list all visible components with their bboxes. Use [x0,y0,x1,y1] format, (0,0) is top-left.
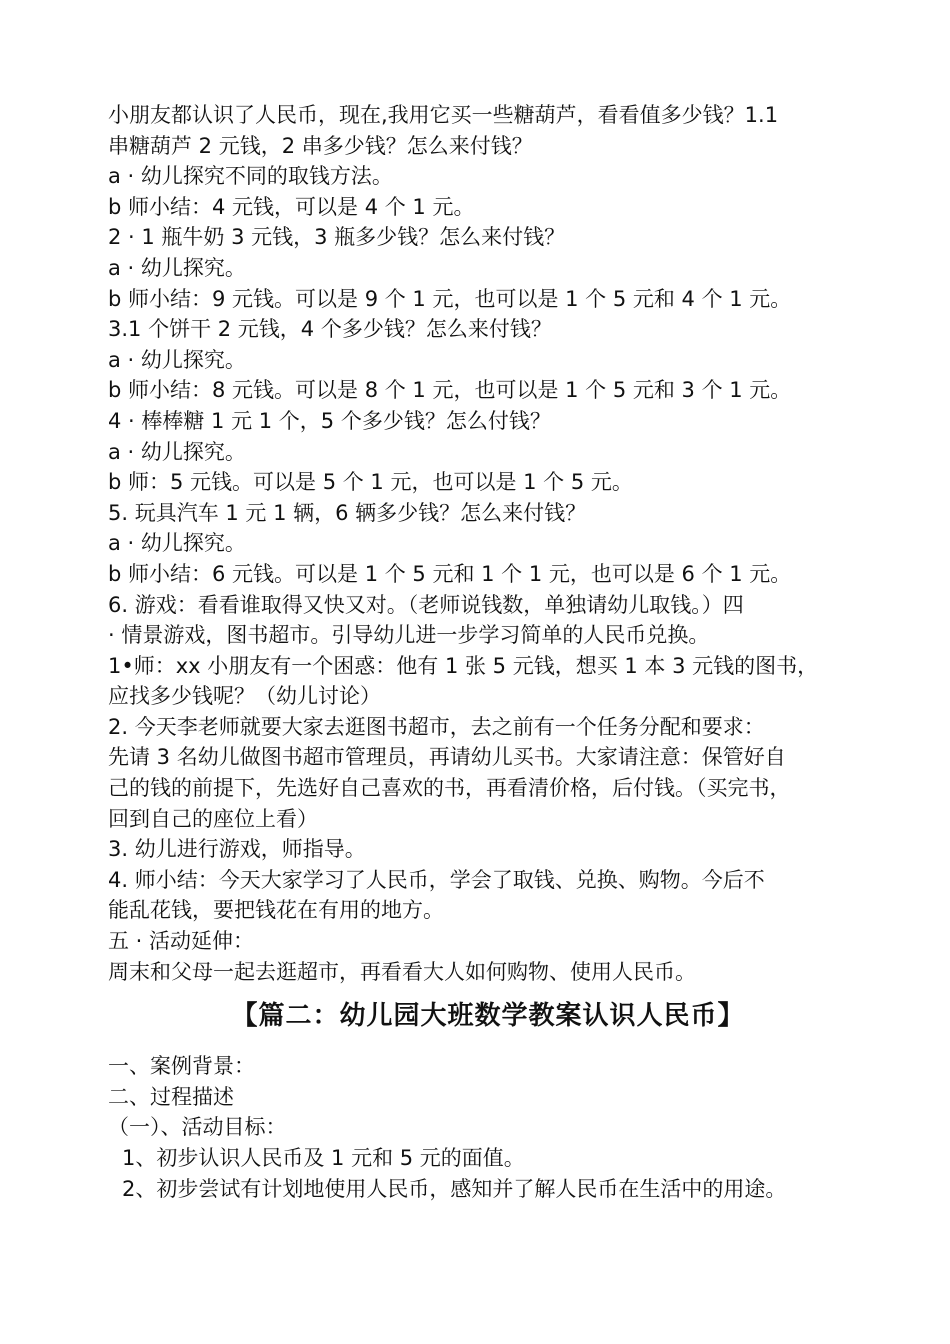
text-line: 4 · 棒棒糖 1 元 1 个，5 个多少钱？怎么付钱？ [108,408,551,433]
text-line: b 师小结：9 元钱。可以是 9 个 1 元，也可以是 1 个 5 元和 4 个 1 元。 [108,286,792,311]
text-line: 己的钱的前提下，先选好自己喜欢的书，再看清价格，后付钱。（买完书， [108,776,791,801]
text-line: 二、过程描述 [108,1084,234,1109]
text-line: 能乱花钱，要把钱花在有用的地方。 [108,898,444,923]
text-line: 3.1 个饼干 2 元钱，4 个多少钱？怎么来付钱？ [108,317,552,342]
text-line: 4. 师小结：今天大家学习了人民币，学会了取钱、兑换、购物。今后不 [108,867,765,892]
text-line: 2. 今天李老师就要大家去逛图书超市，去之前有一个任务分配和要求： [108,714,765,739]
text-line: b 师小结：8 元钱。可以是 8 个 1 元，也可以是 1 个 5 元和 3 个 1 元。 [108,378,792,403]
text-line: 1•师：xx 小朋友有一个困惑：他有 1 张 5 元钱，想买 1 本 3 元钱的图书， [108,653,819,678]
text-line: 周末和父母一起去逛超市，再看看大人如何购物、使用人民币。 [108,959,696,984]
text-line: a · 幼儿探究不同的取钱方法。 [108,164,393,189]
text-line: a · 幼儿探究。 [108,255,246,280]
text-line: 6. 游戏：看看谁取得又快又对。（老师说钱数，单独请幼儿取钱。）四 [108,592,744,617]
document-page [108,100,868,1204]
activity-goals [108,1143,868,1204]
lesson-steps [108,100,868,987]
text-line: 串糖葫芦 2 元钱，2 串多少钱？怎么来付钱？ [108,133,533,158]
text-line: 5. 玩具汽车 1 元 1 辆，6 辆多少钱？怎么来付钱？ [108,500,587,525]
text-line: 一、案例背景： [108,1054,255,1079]
case-outline [108,1051,868,1143]
text-line: 五 · 活动延伸： [108,929,255,954]
text-line: b 师小结：6 元钱。可以是 1 个 5 元和 1 个 1 元，也可以是 6 个 1 元。 [108,561,792,586]
text-line: b 师小结：4 元钱，可以是 4 个 1 元。 [108,194,475,219]
text-line: 小朋友都认识了人民币，现在,我用它买一些糖葫芦，看看值多少钱？1.1 [108,103,779,127]
text-line: 2 · 1 瓶牛奶 3 元钱，3 瓶多少钱？怎么来付钱？ [108,225,566,250]
text-line: 先请 3 名幼儿做图书超市管理员，再请幼儿买书。大家请注意：保管好自 [108,745,786,770]
text-line: a · 幼儿探究。 [108,347,246,372]
text-line: 回到自己的座位上看） [108,806,318,831]
text-line: 3. 幼儿进行游戏，师指导。 [108,837,366,862]
text-line: a · 幼儿探究。 [108,531,246,556]
text-line: a · 幼儿探究。 [108,439,246,464]
text-line: b 师：5 元钱。可以是 5 个 1 元，也可以是 1 个 5 元。 [108,470,633,495]
section-title: 【篇二：幼儿园大班数学教案认识人民币】 [231,1001,745,1032]
goal-item: 1、初步认识人民币及 1 元和 5 元的面值。 [122,1146,525,1170]
text-line: （一）、活动目标： [108,1115,287,1140]
text-line: 应找多少钱呢？（幼儿讨论） [108,684,381,709]
goal-item: 2、初步尝试有计划地使用人民币，感知并了解人民币在生活中的用途。 [122,1176,787,1201]
text-line: · 情景游戏，图书超市。引导幼儿进一步学习简单的人民币兑换。 [108,623,710,648]
